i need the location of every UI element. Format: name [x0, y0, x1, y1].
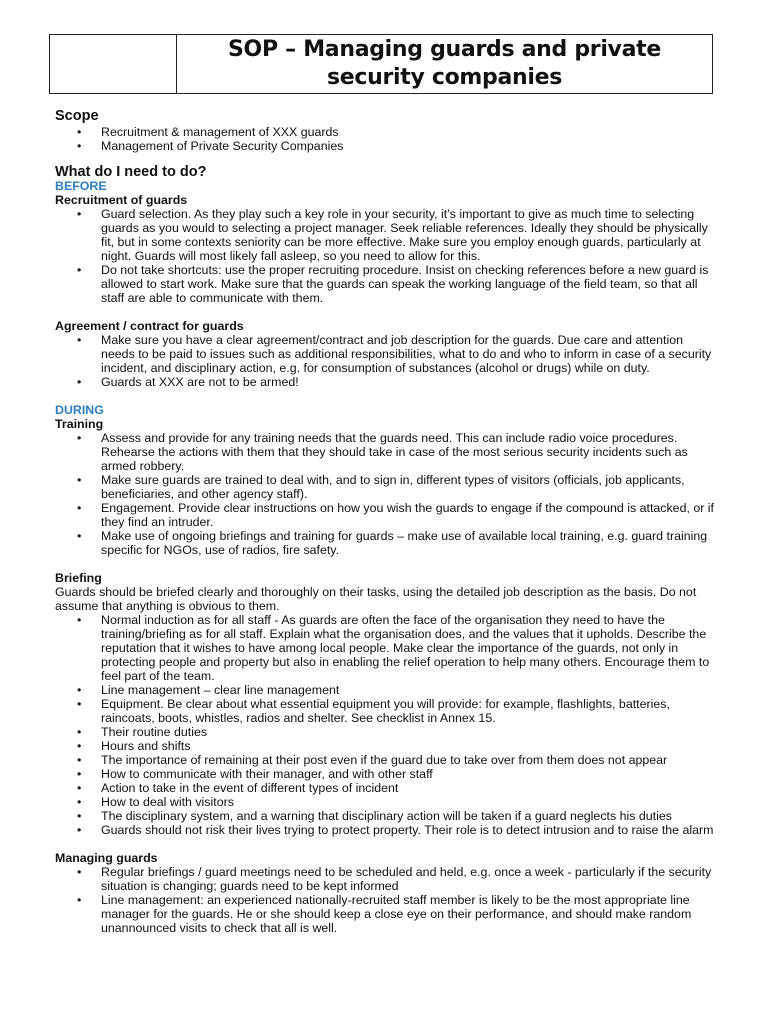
- list-item: • Normal induction as for all staff - As guards are often the face of the organisation they need to have the training/briefing as for all staff. Explain what the organisation does, and the values that it upholds. Describe the reputation that it wishes to have among local people. Make clear the importance of the guards, not only in protecting people and property but also in enabling the relief operation to help many others. Encourage them to feel part of the team.: [101, 613, 715, 683]
- list-item: • Make use of ongoing briefings and training for guards – make use of available local training, e.g. guard training specific for NGOs, use of radios, fire safety.: [101, 529, 715, 557]
- managing-list: [55, 865, 715, 935]
- training-heading: Training: [55, 417, 104, 431]
- agreement-list: [55, 333, 715, 389]
- agreement-heading: Agreement / contract for guards: [55, 319, 244, 333]
- list-item: • How to deal with visitors: [101, 795, 715, 809]
- list-item: • Assess and provide for any training needs that the guards need. This can include radio voice procedures. Rehearse the actions with them that they should take in case of the most serious security incidents such as armed robbery.: [101, 431, 715, 473]
- list-item: • Action to take in the event of different types of incident: [101, 781, 715, 795]
- title-table: [49, 34, 713, 94]
- briefing-heading: Briefing: [55, 571, 102, 585]
- what-heading: What do I need to do?: [55, 164, 207, 180]
- recruitment-heading: Recruitment of guards: [55, 193, 188, 207]
- briefing-list: [55, 613, 715, 837]
- recruitment-list: [55, 207, 715, 305]
- title-table-empty-cell: [50, 35, 177, 93]
- list-item: • Equipment. Be clear about what essential equipment you will provide: for example, flashlights, batteries, raincoats, boots, whistles, radios and shelter. See checklist in Annex 15.: [101, 697, 715, 725]
- list-item: • How to communicate with their manager, and with other staff: [101, 767, 715, 781]
- scope-heading: Scope: [55, 108, 99, 124]
- list-item: • The importance of remaining at their post even if the guard due to take over from them does not appear: [101, 753, 715, 767]
- list-item: • Their routine duties: [101, 725, 715, 739]
- list-item: • Recruitment & management of XXX guards: [101, 125, 715, 139]
- list-item: • Hours and shifts: [101, 739, 715, 753]
- list-item: • Engagement. Provide clear instructions on how you wish the guards to engage if the compound is attacked, or if they find an intruder.: [101, 501, 715, 529]
- list-item: • Management of Private Security Companies: [101, 139, 715, 153]
- list-item: • Line management: an experienced nationally-recruited staff member is likely to be the most appropriate line manager for the guards. He or she should keep a close eye on their performance, and should make random unannounced visits to check that all is well.: [101, 893, 715, 935]
- briefing-intro: Guards should be briefed clearly and thoroughly on their tasks, using the detailed job description as the basis. Do not assume that anything is obvious to them.: [55, 585, 697, 613]
- during-label: DURING: [55, 403, 104, 417]
- list-item: • Guards should not risk their lives trying to protect property. Their role is to detect intrusion and to raise the alarm: [101, 823, 715, 837]
- list-item: • Make sure guards are trained to deal with, and to sign in, different types of visitors (officials, job applicants, beneficiaries, and other agency staff).: [101, 473, 715, 501]
- list-item: • Line management – clear line management: [101, 683, 715, 697]
- document-body: [55, 109, 715, 935]
- list-item: • Make sure you have a clear agreement/contract and job description for the guards. Due care and attention needs to be paid to issues such as additional responsibilities, what to do and who to inform in case of a security incident, and disciplinary action, e.g. for consumption of substances (alcohol or drugs) while on duty.: [101, 333, 715, 375]
- list-item: • Regular briefings / guard meetings need to be scheduled and held, e.g. once a week - particularly if the security situation is changing; guards need to be kept informed: [101, 865, 715, 893]
- before-label: BEFORE: [55, 179, 107, 193]
- training-list: [55, 431, 715, 557]
- document-title: SOP – Managing guards and private security companies: [228, 37, 661, 90]
- list-item: • Guard selection. As they play such a key role in your security, it’s important to give as much time to selecting guards as you would to selecting a project manager. Seek reliable references. Ideally they should be physically fit, but in some contexts seniority can be more effective. Make sure you employ enough guards, particularly at night. Guards will most likely fall asleep, so you need to allow for this.: [101, 207, 715, 263]
- list-item: • Do not take shortcuts: use the proper recruiting procedure. Insist on checking references before a new guard is allowed to start work. Make sure that the guards can speak the working language of the field team, so that all staff are able to communicate with them.: [101, 263, 715, 305]
- managing-heading: Managing guards: [55, 851, 158, 865]
- scope-list: [55, 125, 715, 153]
- list-item: • Guards at XXX are not to be armed!: [101, 375, 715, 389]
- list-item: • The disciplinary system, and a warning that disciplinary action will be taken if a guard neglects his duties: [101, 809, 715, 823]
